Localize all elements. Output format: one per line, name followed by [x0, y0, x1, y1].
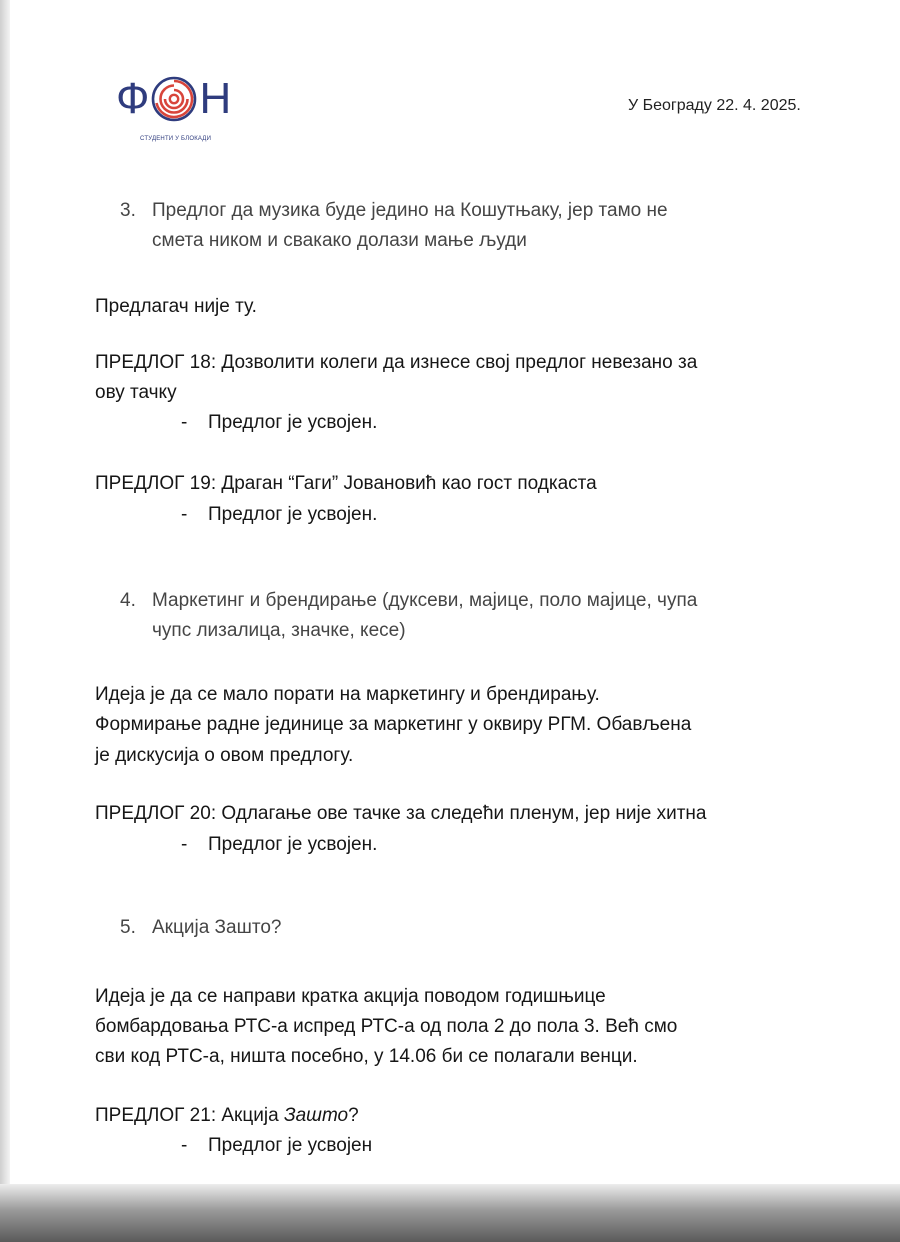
agenda-item-number: 5. [120, 917, 136, 938]
proposal-line: ову тачку [95, 382, 177, 403]
agenda-item-number: 3. [120, 200, 136, 221]
agenda-item-line: Предлог да музика буде једино на Кошутњаку, јер тамо не [152, 200, 668, 221]
logo-subtitle: СТУДЕНТИ У БЛОКАДИ [140, 136, 212, 142]
agenda-item-number: 4. [120, 590, 136, 611]
paragraph-line: Предлагач није ту. [95, 296, 257, 317]
list-dash: - [181, 834, 188, 855]
proposal-result: Предлог је усвојен [208, 1135, 373, 1156]
proposal-line [95, 1101, 359, 1131]
paragraph-line: бомбардовања РТС-а испред РТС-а од пола 2 до пола 3. Већ смо [95, 1016, 678, 1037]
fon-logo [116, 74, 256, 154]
paragraph-line: сви код РТС-а, ништа посебно, у 14.06 би се полагали венци. [95, 1046, 638, 1067]
paragraph-line: Идеја је да се мало порати на маркетингу и брендирању. [95, 684, 600, 705]
proposal-line: ПРЕДЛОГ 18: Дозволити колеги да изнесе свој предлог невезано за [95, 352, 698, 373]
scan-bottom-shadow [0, 1184, 900, 1242]
proposal-emphasis: Зашто [283, 1105, 349, 1126]
proposal-suffix: ? [348, 1105, 359, 1126]
paragraph-line: Идеја је да се направи кратка акција поводом годишњице [95, 986, 606, 1007]
proposal-result: Предлог је усвојен. [208, 834, 378, 855]
paragraph-line: Формирање радне јединице за маркетинг у оквиру РГМ. Обављена [95, 714, 692, 735]
agenda-item-line: Акција Зашто? [152, 917, 282, 938]
list-dash: - [181, 412, 188, 433]
agenda-item-line: Маркетинг и брендирање (дуксеви, мајице, поло мајице, чупа [152, 590, 698, 611]
agenda-item-line: смета ником и свакако долази мање људи [152, 230, 527, 251]
agenda-item-line: чупс лизалица, значке, кесе) [152, 620, 406, 641]
concentric-rings-icon [150, 75, 198, 123]
logo-letter-f: Ф [116, 74, 150, 123]
list-dash: - [181, 1135, 188, 1156]
document-date: У Београду 22. 4. 2025. [628, 97, 801, 114]
paragraph-line: је дискусија о овом предлогу. [95, 745, 354, 766]
list-dash: - [181, 504, 188, 525]
proposal-line: ПРЕДЛОГ 19: Драган “Гаги” Јовановић као гост подкаста [95, 473, 597, 494]
logo-wordmark [116, 74, 231, 124]
proposal-line: ПРЕДЛОГ 20: Одлагање ове тачке за следећи пленум, јер није хитна [95, 803, 707, 824]
proposal-prefix: ПРЕДЛОГ 21: Акција [95, 1105, 284, 1126]
scan-edge [0, 0, 10, 1242]
proposal-result: Предлог је усвојен. [208, 412, 378, 433]
logo-letter-n: Н [199, 74, 232, 123]
proposal-result: Предлог је усвојен. [208, 504, 378, 525]
